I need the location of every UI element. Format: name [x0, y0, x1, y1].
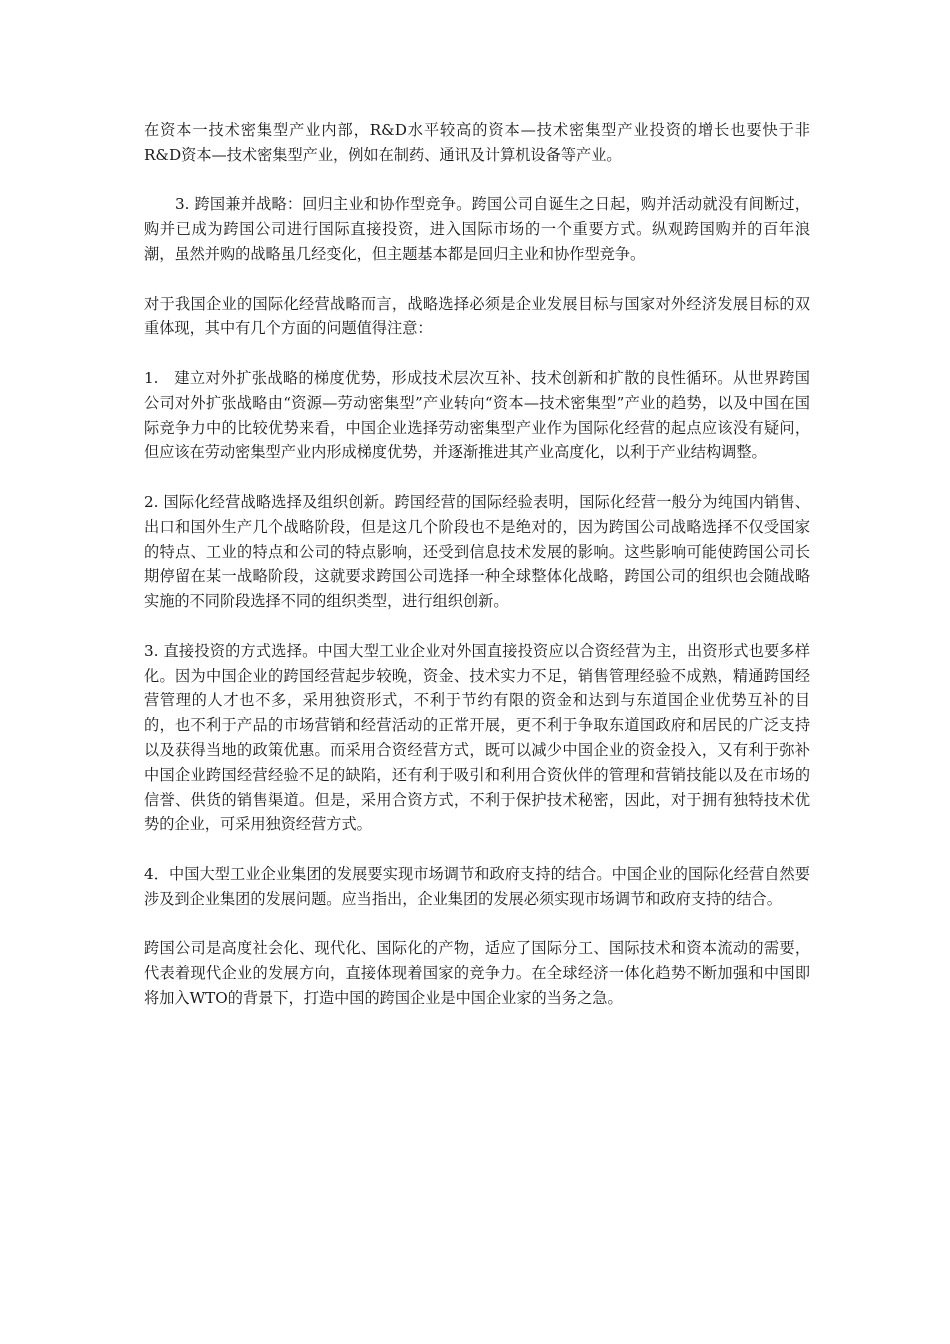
paragraph-rd-investment: 在资本一技术密集型产业内部，R&D水平较高的资本—技术密集型产业投资的增长也要快于非R&D资本—技术密集型产业，例如在制药、通讯及计算机设备等产业。 — [144, 121, 810, 164]
paragraph-point-1: 1. 建立对外扩张战略的梯度优势，形成技术层次互补、技术创新和扩散的良性循环。从世界跨国公司对外扩张战略由“资源—劳动密集型”产业转向“资本—技术密集型”产业的趋势，以及中国在国际竞争力中的比较优势来看，中国企业选择劳动密集型产业作为国际化经营的起点应该没有疑问，但应该在劳动密集型产业内形成梯度优势，并逐渐推进其产业高度化，以利于产业结构调整。 — [144, 368, 810, 462]
paragraph-strategy-intro: 对于我国企业的国际化经营战略而言，战略选择必须是企业发展目标与国家对外经济发展目标的双重体现，其中有几个方面的问题值得注意： — [144, 294, 810, 338]
paragraph-point-2: 2. 国际化经营战略选择及组织创新。跨国经营的国际经验表明，国际化经营一般分为纯国内销售、出口和国外生产几个战略阶段，但是这几个阶段也不是绝对的，因为跨国公司战略选择不仅受国家的特点、工业的特点和公司的特点影响，还受到信息技术发展的影响。这些影响可能使跨国公司长期停留在某一战略阶段，这就要求跨国公司选择一种全球整体化战略，跨国公司的组织也会随战略实施的不同阶段选择不同的组织类型，进行组织创新。 — [144, 492, 810, 611]
paragraph-conclusion: 跨国公司是高度社会化、现代化、国际化的产物，适应了国际分工、国际技术和资本流动的需要，代表着现代企业的发展方向，直接体现着国家的竞争力。在全球经济一体化趋势不断加强和中国即将加入WTO的背景下，打造中国的跨国企业是中国企业家的当务之急。 — [144, 939, 810, 1007]
paragraph-cross-border-merger: 3. 跨国兼并战略：回归主业和协作型竞争。跨国公司自诞生之日起，购并活动就没有间断过，购并已成为跨国公司进行国际直接投资，进入国际市场的一个重要方式。纵观跨国购并的百年浪潮，虽然并购的战略虽几经变化，但主题基本都是回归主业和协作型竞争。 — [144, 195, 810, 263]
paragraph-point-4: 4．中国大型工业企业集团的发展要实现市场调节和政府支持的结合。中国企业的国际化经营自然要涉及到企业集团的发展问题。应当指出，企业集团的发展必须实现市场调节和政府支持的结合。 — [144, 864, 810, 908]
document-page — [144, 118, 810, 1035]
paragraph-point-3: 3. 直接投资的方式选择。中国大型工业企业对外国直接投资应以合资经营为主，出资形式也要多样化。因为中国企业的跨国经营起步较晚，资金、技术实力不足，销售管理经验不成熟，精通跨国经营管理的人才也不多，采用独资形式，不利于节约有限的资金和达到与东道国企业优势互补的目的，也不利于产品的市场营销和经营活动的正常开展，更不利于争取东道国政府和居民的广泛支持以及获得当地的政策优惠。而采用合资经营方式，既可以减少中国企业的资金投入，又有利于弥补中国企业跨国经营经验不足的缺陷，还有利于吸引和利用合资伙伴的管理和营销技能以及在市场的信誉、供货的销售渠道。但是，采用合资方式，不利于保护技术秘密，因此，对于拥有独特技术优势的企业，可采用独资经营方式。 — [144, 641, 810, 834]
